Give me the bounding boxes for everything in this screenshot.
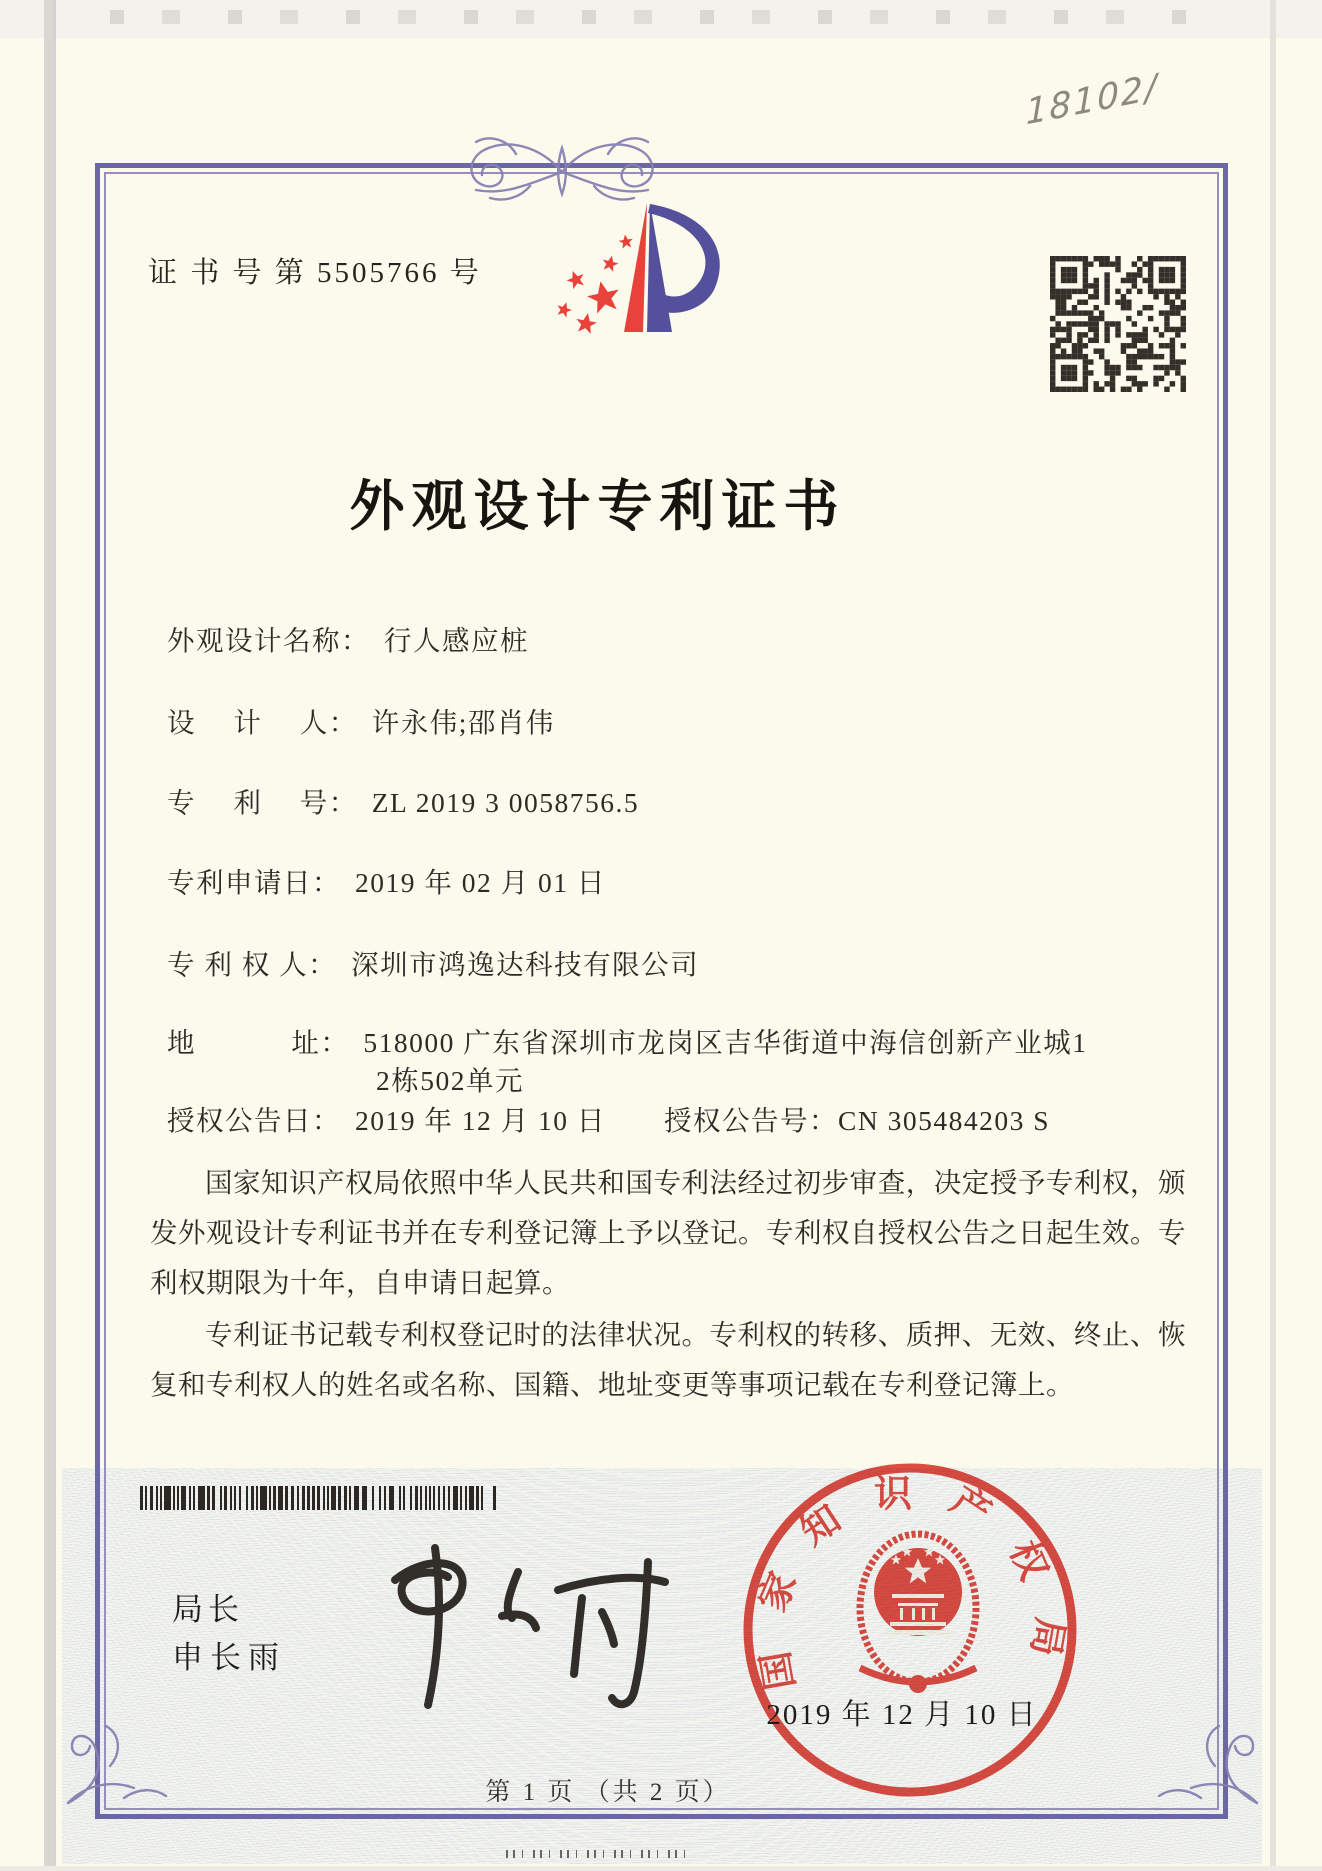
seal-agency-text: 国家知识产权局: [749, 1473, 1071, 1693]
field-label: 授权公告日：: [167, 1105, 341, 1136]
field-value: ZL 2019 3 0058756.5: [371, 787, 640, 818]
field-value: 2019 年 12 月 10 日: [355, 1105, 606, 1136]
director-signature: [350, 1520, 680, 1720]
page-number-footer: 第 1 页 （共 2 页）: [485, 1779, 731, 1806]
field-label: 授权公告号：: [664, 1105, 838, 1136]
cnipa-logo: [552, 198, 737, 350]
scan-edge-left-line: [53, 0, 56, 1871]
barcode: [140, 1486, 498, 1510]
field-filing-date: [167, 860, 606, 900]
field-label: 外观设计名称：: [167, 625, 370, 656]
field-address: [167, 1020, 1088, 1060]
field-label: 专 利 号：: [167, 787, 358, 818]
bottom-right-flourish: [1152, 1688, 1267, 1808]
clipped-text-fragment: [506, 1850, 688, 1858]
field-designer: [167, 700, 555, 740]
field-label: 设 计 人：: [167, 707, 358, 738]
field-label: 地 址：: [167, 1027, 350, 1058]
scan-edge-ornament: [110, 10, 1210, 24]
cnipa-red-seal: [738, 1458, 1082, 1802]
field-grant-number: [664, 1098, 1050, 1138]
field-value: 518000 广东省深圳市龙岗区吉华街道中海信创新产业城1: [363, 1027, 1088, 1058]
field-grant-date: [167, 1098, 606, 1138]
grant-date-stamp: 2019 年 12 月 10 日: [766, 1699, 1038, 1731]
scan-edge-top: [0, 0, 1322, 38]
handwritten-annotation: 18102/: [1025, 67, 1159, 134]
field-patentee: [167, 942, 699, 982]
field-design-name: [167, 618, 529, 658]
national-emblem: [860, 1534, 976, 1693]
legal-paragraph-1: 国家知识产权局依照中华人民共和国专利法经过初步审查，决定授予专利权，颁发外观设计专利证书并在专利登记簿上予以登记。专利权自授权公告之日起生效。专利权期限为十年，自申请日起算。: [150, 1167, 1186, 1298]
scan-edge-right: [1270, 0, 1276, 1871]
certificate-title: 外观设计专利证书: [349, 476, 846, 537]
field-patent-number: [167, 780, 639, 820]
field-label: 专利申请日：: [167, 867, 341, 898]
field-value: 行人感应桩: [384, 625, 529, 656]
field-label: 专 利 权 人：: [167, 949, 338, 980]
scan-edge-left: [44, 0, 53, 1871]
director-title: 局长: [172, 1592, 244, 1627]
field-value: 2019 年 02 月 01 日: [355, 867, 606, 898]
field-address-line2: 2栋502单元: [376, 1065, 524, 1096]
legal-paragraph-2: 专利证书记载专利权登记时的法律状况。专利权的转移、质押、无效、终止、恢复和专利权人的姓名或名称、国籍、地址变更等事项记载在专利登记簿上。: [150, 1319, 1186, 1400]
certificate-number: 证 书 号 第 5505766 号: [148, 257, 482, 289]
field-value: CN 305484203 S: [838, 1105, 1050, 1136]
field-value: 深圳市鸿逸达科技有限公司: [351, 949, 700, 980]
field-value: 许永伟;邵肖伟: [371, 707, 555, 738]
director-name: 申长雨: [172, 1640, 286, 1675]
qr-code: [1050, 256, 1186, 392]
scan-edge-bottom: [0, 1866, 1322, 1871]
